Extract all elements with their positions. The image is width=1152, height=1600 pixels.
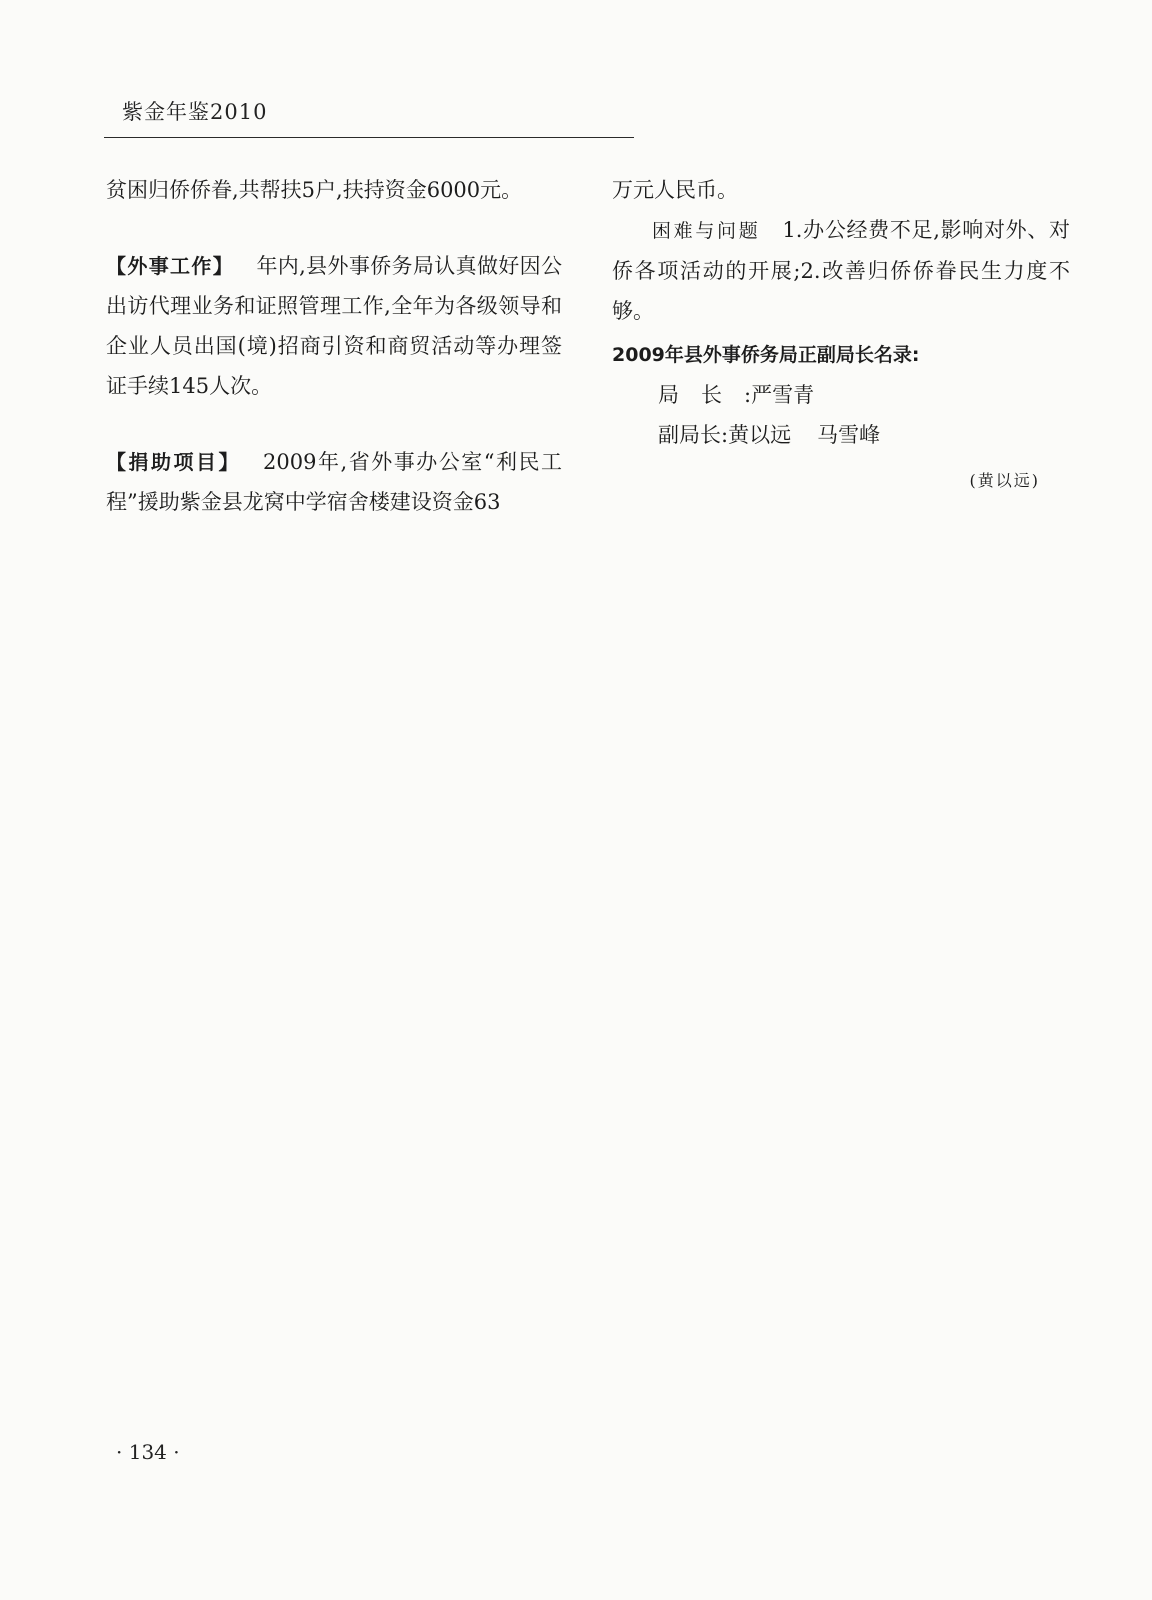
- donation-text: 2009年,省外事办公室“利民工程”援助紫金县龙窝中学宿舍楼建设资金63: [106, 450, 562, 514]
- donation-paragraph: [106, 442, 562, 522]
- page-number: · 134 ·: [116, 1440, 180, 1464]
- director-role-label: 局长: [658, 383, 744, 407]
- roster-deputy-row: 副局长:黄以远 马雪峰: [612, 415, 1070, 455]
- deputy-name-1: 黄以远: [728, 423, 792, 447]
- problems-text: 1.办公经费不足,影响对外、对侨各项活动的开展;2.改善归侨侨眷民生力度不够。: [612, 218, 1070, 323]
- director-name: 严雪青: [751, 383, 815, 407]
- deputy-role-label: 副局长: [658, 423, 721, 447]
- running-head-title: 紫金年鉴2010: [122, 100, 268, 124]
- roster-title: 2009年县外事侨务局正副局长名录:: [612, 344, 920, 366]
- roster-director-row: 局长:严雪青: [612, 375, 1070, 415]
- donation-tag: 【捐助项目】: [106, 450, 242, 474]
- problems-heading: 困难与问题: [652, 220, 761, 242]
- left-column: [106, 170, 562, 522]
- deputy-name-2: 马雪峰: [817, 423, 881, 447]
- author-byline: (黄以远): [969, 471, 1040, 490]
- foreign-affairs-paragraph: [106, 246, 562, 406]
- problems-paragraph: [612, 210, 1070, 331]
- right-carryover-paragraph: 万元人民币。: [612, 178, 738, 202]
- foreign-affairs-tag: 【外事工作】: [106, 254, 235, 278]
- left-carryover-paragraph: 贫困归侨侨眷,共帮扶5户,扶持资金6000元。: [106, 178, 523, 202]
- header-rule: [104, 137, 634, 138]
- right-column: [612, 170, 1070, 501]
- foreign-affairs-text: 年内,县外事侨务局认真做好因公出访代理业务和证照管理工作,全年为各级领导和企业人员出国(境)招商引资和商贸活动等办理签证手续145人次。: [106, 254, 562, 398]
